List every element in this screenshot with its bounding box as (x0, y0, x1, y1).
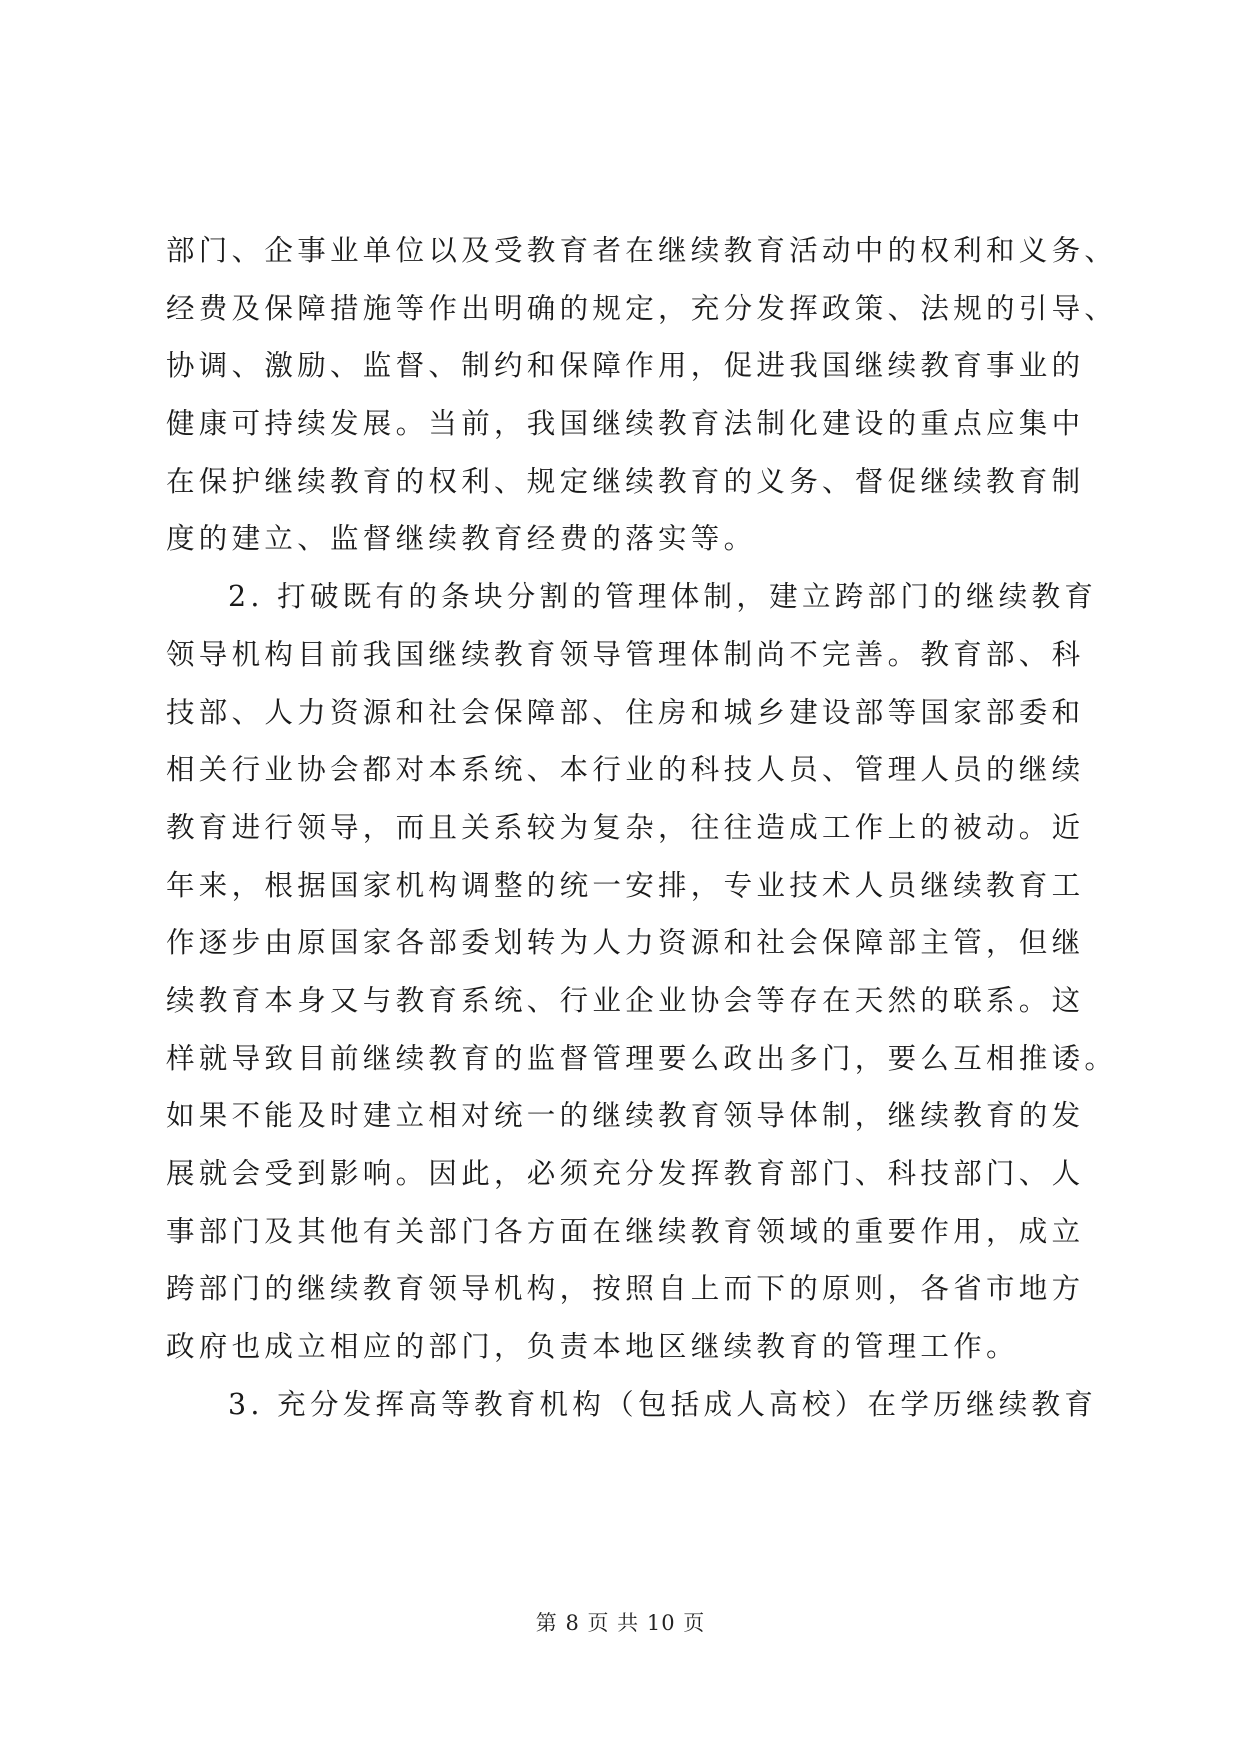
text-line: 技部、人力资源和社会保障部、住房和城乡建设部等国家部委和 (166, 695, 1085, 729)
text-line: 健康可持续发展。当前，我国继续教育法制化建设的重点应集中 (166, 407, 1085, 441)
body-text (166, 222, 1118, 1433)
text-line: 政府也成立相应的部门，负责本地区继续教育的管理工作。 (166, 1330, 1019, 1364)
text-line: 协调、激励、监督、制约和保障作用，促进我国继续教育事业的 (166, 349, 1085, 383)
text-line: 度的建立、监督继续教育经费的落实等。 (166, 522, 757, 556)
text-line: 年来，根据国家机构调整的统一安排，专业技术人员继续教育工 (166, 868, 1085, 902)
text-line: 样就导致目前继续教育的监督管理要么政出多门，要么互相推诿。 (166, 1041, 1118, 1075)
page-number-footer: 第 8 页 共 10 页 (535, 1611, 706, 1635)
text-line: 部门、企事业单位以及受教育者在继续教育活动中的权利和义务、 (166, 234, 1118, 267)
text-line: 续教育本身又与教育系统、行业企业协会等存在天然的联系。这 (166, 983, 1085, 1017)
text-line: 经费及保障措施等作出明确的规定，充分发挥政策、法规的引导、 (166, 291, 1118, 325)
section-3-heading-line: 3. 充分发挥高等教育机构（包括成人高校）在学历继续教育 (228, 1387, 1098, 1421)
text-line: 如果不能及时建立相对统一的继续教育领导体制，继续教育的发 (166, 1099, 1085, 1133)
text-line: 展就会受到影响。因此，必须充分发挥教育部门、科技部门、人 (166, 1157, 1085, 1190)
text-line: 事部门及其他有关部门各方面在继续教育领域的重要作用，成立 (166, 1214, 1085, 1248)
section-2-heading-line: 2. 打破既有的条块分割的管理体制，建立跨部门的继续教育 (228, 580, 1098, 614)
text-line: 领导机构目前我国继续教育领导管理体制尚不完善。教育部、科 (166, 637, 1085, 671)
text-line: 跨部门的继续教育领导机构，按照自上而下的原则，各省市地方 (166, 1272, 1085, 1306)
text-line: 教育进行领导，而且关系较为复杂，往往造成工作上的被动。近 (166, 810, 1085, 844)
text-line: 在保护继续教育的权利、规定继续教育的义务、督促继续教育制 (166, 464, 1085, 498)
text-line: 作逐步由原国家各部委划转为人力资源和社会保障部主管，但继 (166, 926, 1085, 960)
text-line: 相关行业协会都对本系统、本行业的科技人员、管理人员的继续 (166, 753, 1085, 787)
